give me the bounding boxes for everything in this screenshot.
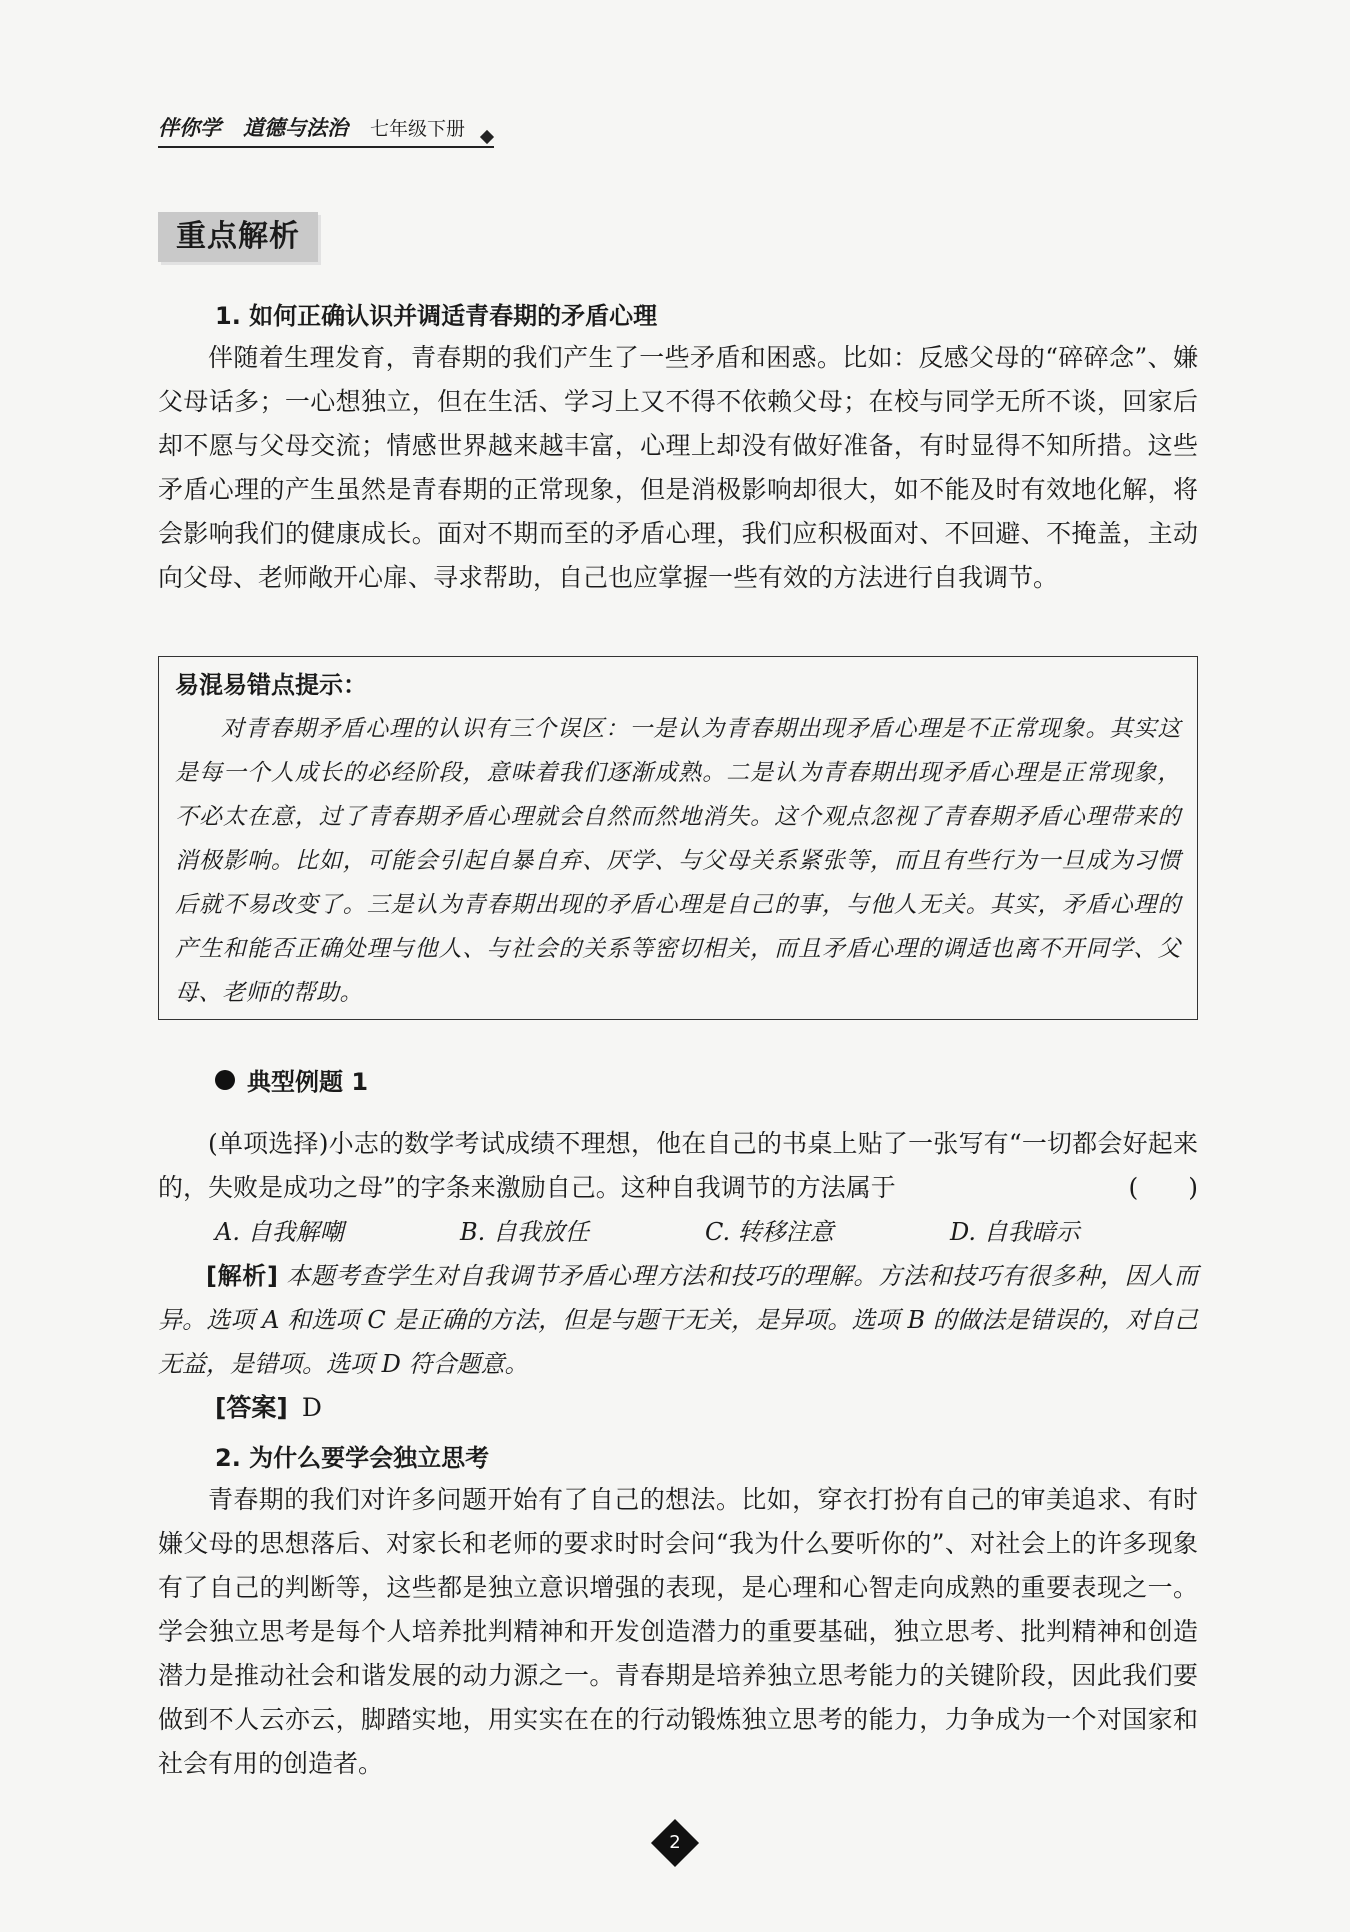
option-d: D. 自我暗示 — [950, 1218, 1080, 1246]
topic2-heading: 2. 为什么要学会独立思考 — [215, 1444, 490, 1472]
bullet-icon — [215, 1070, 235, 1090]
subject-name: 道德与法治 — [243, 116, 348, 140]
answer-bracket: ( ) — [1128, 1173, 1198, 1202]
example-question — [158, 1122, 1198, 1210]
tip-title: 易混易错点提示： — [175, 671, 367, 699]
example-answer — [215, 1386, 322, 1430]
analysis-tag: [解析] — [206, 1262, 278, 1290]
option-b: B. 自我放任 — [460, 1218, 589, 1246]
example-analysis — [158, 1254, 1198, 1386]
topic2-paragraph: 青春期的我们对许多问题开始有了自己的想法。比如，穿衣打扮有自己的审美追求、有时嫌父母的思想落后、对家长和老师的要求时时会问“我为什么要听你的”、对社会上的许多现象有了自己的判断等，这些都是独立意识增强的表现，是心理和心智走向成熟的重要表现之一。学会独立思考是每个人培养批判精神和开发创造潜力的重要基础，独立思考、批判精神和创造潜力是推动社会和谐发展的动力源之一。青春期是培养独立思考能力的关键阶段，因此我们要做到不人云亦云，脚踏实地，用实实在在的行动锻炼独立思考的能力，力争成为一个对国家和社会有用的创造者。 — [158, 1485, 1198, 1778]
tip-box — [158, 656, 1198, 1020]
page-number: 2 — [669, 1832, 681, 1853]
running-header — [158, 112, 494, 148]
answer-tag: [答案] — [215, 1393, 288, 1422]
example-title-text: 典型例题 1 — [247, 1068, 369, 1096]
topic1-paragraph: 伴随着生理发育，青春期的我们产生了一些矛盾和困惑。比如：反感父母的“碎碎念”、嫌父母话多；一心想独立，但在生活、学习上又不得不依赖父母；在校与同学无所不谈，回家后却不愿与父母交流；情感世界越来越丰富，心理上却没有做好准备，有时显得不知所措。这些矛盾心理的产生虽然是青春期的正常现象，但是消极影响却很大，如不能及时有效地化解，将会影响我们的健康成长。面对不期而至的矛盾心理，我们应积极面对、不回避、不掩盖，主动向父母、老师敞开心扉、寻求帮助，自己也应掌握一些有效的方法进行自我调节。 — [158, 343, 1198, 592]
option-list — [215, 1210, 1195, 1254]
question-text: (单项选择)小志的数学考试成绩不理想，他在自己的书桌上贴了一张写有“一切都会好起来的，失败是成功之母”的字条来激励自己。这种自我调节的方法属于 — [158, 1129, 1198, 1202]
answer-value: D — [301, 1393, 322, 1422]
option-c: C. 转移注意 — [705, 1218, 834, 1246]
section-label: 重点解析 — [158, 212, 318, 262]
option-a: A. 自我解嘲 — [215, 1218, 344, 1246]
tip-body: 对青春期矛盾心理的认识有三个误区：一是认为青春期出现矛盾心理是不正常现象。其实这是每一个人成长的必经阶段，意味着我们逐渐成熟。二是认为青春期出现矛盾心理是正常现象，不必太在意，过了青春期矛盾心理就会自然而然地消失。这个观点忽视了青春期矛盾心理带来的消极影响。比如，可能会引起自暴自弃、厌学、与父母关系紧张等，而且有些行为一旦成为习惯后就不易改变了。三是认为青春期出现的矛盾心理是自己的事，与他人无关。其实，矛盾心理的产生和能否正确处理与他人、与社会的关系等密切相关，而且矛盾心理的调适也离不开同学、父母、老师的帮助。 — [175, 716, 1181, 1006]
analysis-text: 本题考查学生对自我调节矛盾心理方法和技巧的理解。方法和技巧有很多种，因人而异。选项 A 和选项 C 是正确的方法，但是与题干无关，是异项。选项 B 的做法是错误的，对自己无益，是错项。选项 D 符合题意。 — [158, 1262, 1198, 1378]
example-title — [215, 1062, 368, 1097]
grade-label: 七年级下册 — [370, 118, 466, 140]
series-name: 伴你学 — [158, 116, 221, 140]
topic1-heading: 1. 如何正确认识并调适青春期的矛盾心理 — [215, 302, 658, 330]
